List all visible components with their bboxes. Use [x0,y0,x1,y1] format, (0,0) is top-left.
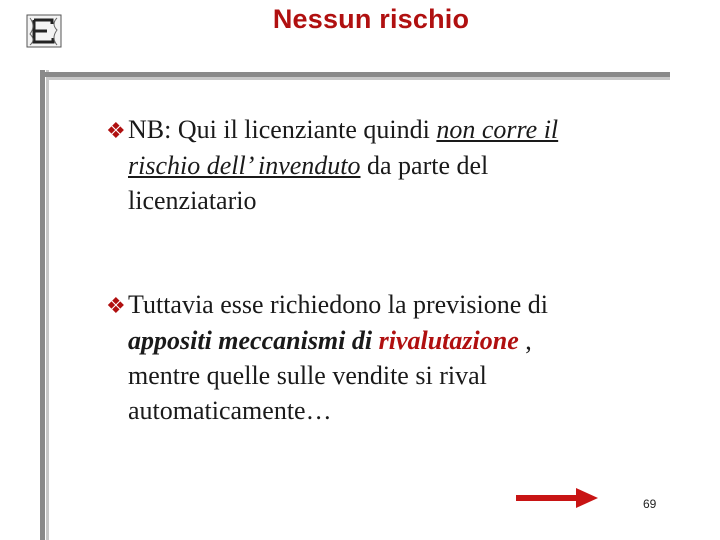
bullet-nb: ❖NB: Qui il licenziante quindi non corre il rischio dell’ invenduto da parte del licenziatario [106,115,559,215]
bullet-tuttavia: ❖Tuttavia esse richiedono la previsione di appositi meccanismi di rivalutazione , mentre quelle sulle vendite si rival automaticamente… [106,290,549,425]
slide-title: Nessun rischio [272,4,470,34]
right-arrow-icon[interactable] [514,486,600,510]
bullet-prefix: NB [128,115,165,144]
diamond-bullet-icon: ❖ [106,118,126,143]
emphasis-keyword: rivalutazione [378,326,519,355]
emphasis-phrase: appositi meccanismi di [128,326,379,355]
underlined-phrase: non corre il [436,115,559,144]
vertical-rule [40,70,45,540]
diamond-bullet-icon: ❖ [106,293,126,318]
vertical-rule-shadow [46,70,49,540]
horizontal-rule-shadow [49,77,670,80]
page-number: 69 [643,497,657,511]
underlined-phrase: rischio dell’ invenduto [128,151,361,180]
